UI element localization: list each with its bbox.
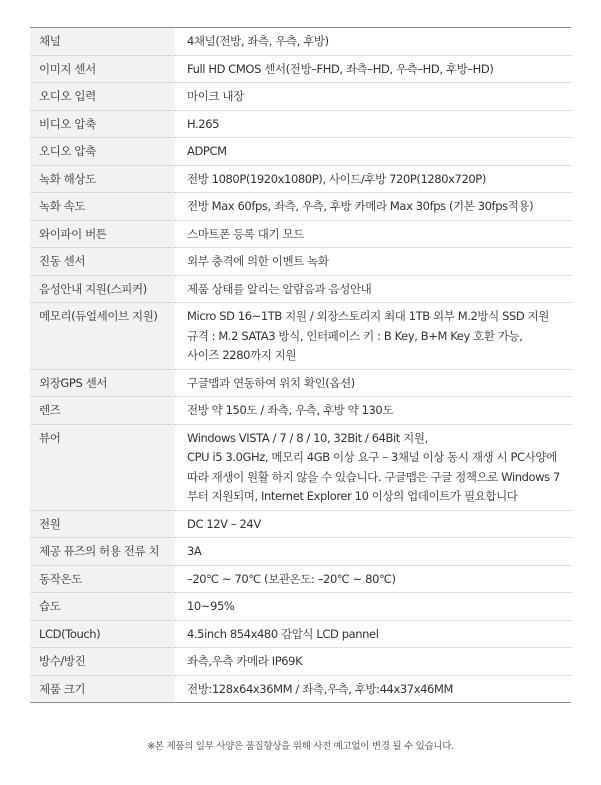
spec-value-line: 따라 재생이 원활 하지 않을 수 있습니다. 구글맵은 구글 정책으로 Windows 7 [187,469,560,484]
spec-value [175,83,571,111]
spec-value-line: 마이크 내장 [187,89,244,103]
spec-value [175,275,571,303]
spec-row [30,193,571,221]
spec-label: 오디오 압축 [30,138,175,166]
spec-value [175,28,571,56]
spec-value [175,510,571,538]
spec-table-body [30,28,571,703]
spec-value-line: Windows VISTA / 7 / 8 / 10, 32Bit / 64Bit 지원, [187,430,428,445]
spec-value-line: Full HD CMOS 센서(전방–FHD, 좌측–HD, 우측–HD, 후방–HD) [187,61,494,76]
spec-label: 전원 [30,510,175,538]
spec-value [175,138,571,166]
spec-value-line: 전방:128x64x36MM / 좌측,우측, 후방:44x37x46MM [187,681,454,696]
spec-label: 렌즈 [30,397,175,425]
spec-row [30,510,571,538]
spec-row [30,220,571,248]
spec-row [30,83,571,111]
spec-value [175,538,571,566]
spec-value [175,220,571,248]
spec-value-line: 사이즈 2280까지 지원 [187,348,297,362]
spec-value [175,675,571,703]
spec-value [175,593,571,621]
spec-label: 비디오 압축 [30,110,175,138]
spec-value [175,620,571,648]
spec-value-line: 10~95% [187,599,235,613]
spec-label: 방수/방진 [30,648,175,676]
spec-row [30,248,571,276]
spec-row [30,620,571,648]
spec-value-line: ADPCM [187,144,227,158]
spec-value-line: 4채널(전방, 좌측, 우측, 후방) [187,34,329,48]
spec-value [175,110,571,138]
spec-label: 채널 [30,28,175,56]
spec-value [175,648,571,676]
spec-row [30,28,571,56]
spec-label: 제품 크기 [30,675,175,703]
spec-value [175,397,571,425]
spec-value [175,248,571,276]
spec-value [175,369,571,397]
spec-label: 와이파이 버튼 [30,220,175,248]
spec-label: 뷰어 [30,424,175,510]
spec-value-line: 전방 Max 60fps, 좌측, 우측, 후방 카메라 Max 30fps (기본 30fps적용) [187,199,534,213]
spec-label: 음성안내 지원(스피커) [30,275,175,303]
spec-row [30,648,571,676]
spec-value [175,565,571,593]
spec-row [30,138,571,166]
spec-row [30,675,571,703]
spec-label: 제공 퓨즈의 허용 전류 치 [30,538,175,566]
spec-value-line: CPU i5 3.0GHz, 메모리 4GB 이상 요구 – 3채널 이상 동시 재생 시 PC사양에 [187,450,557,464]
spec-value [175,165,571,193]
spec-value-line: DC 12V – 24V [187,516,261,531]
spec-row [30,165,571,193]
spec-value-line: 부터 지원되며, Internet Explorer 10 이상의 업데이트가 필요합니다 [187,489,518,503]
spec-value-line: 전방 약 150도 / 좌측, 우측, 후방 약 130도 [187,403,394,417]
spec-row [30,275,571,303]
spec-row [30,369,571,397]
spec-value-line: 규격 : M.2 SATA3 방식, 인터페이스 키 : B Key, B+M Key 호환 가능, [187,328,523,343]
spec-row [30,303,571,370]
spec-label: 진동 센서 [30,248,175,276]
spec-row [30,110,571,138]
spec-value-line: 3A [187,544,202,558]
spec-value-line: –20℃ ~ 70℃ (보관온도: –20℃ ~ 80℃) [187,571,396,586]
spec-label: 녹화 해상도 [30,165,175,193]
spec-footnote: ※본 제품의 일부 사양은 품질향상을 위해 사전 예고없이 변경 될 수 있습니다. [147,741,454,752]
spec-label: LCD(Touch) [30,620,175,648]
spec-value-line: 제품 상태를 알리는 알람음과 음성안내 [187,281,372,296]
spec-value [175,193,571,221]
spec-label: 습도 [30,593,175,621]
spec-row [30,397,571,425]
spec-label: 외장GPS 센서 [30,369,175,397]
spec-table [30,27,571,703]
spec-value-line: 외부 충격에 의한 이벤트 녹화 [187,254,329,268]
spec-label: 이미지 센서 [30,55,175,83]
spec-value-line: 구글맵과 연동하여 위치 확인(옵션) [187,375,355,390]
spec-value-line: 4.5inch 854x480 감압식 LCD pannel [187,626,379,641]
spec-value-line: 전방 1080P(1920x1080P), 사이드/후방 720P(1280x720P) [187,171,486,186]
spec-row [30,55,571,83]
spec-value-line: Micro SD 16~1TB 지원 / 외장스토리지 최대 1TB 외부 M.2방식 SSD 지원 [187,309,550,323]
spec-value-line: 좌측,우측 카메라 IP69K [187,654,303,668]
spec-value [175,303,571,370]
spec-value [175,424,571,510]
spec-row [30,424,571,510]
spec-label: 오디오 입력 [30,83,175,111]
spec-row [30,565,571,593]
spec-label: 녹화 속도 [30,193,175,221]
spec-value [175,55,571,83]
spec-label: 동작온도 [30,565,175,593]
spec-row [30,593,571,621]
spec-row [30,538,571,566]
spec-label: 메모리(듀얼세이브 지원) [30,303,175,370]
spec-value-line: H.265 [187,116,220,131]
spec-value-line: 스마트폰 등록 대기 모드 [187,226,304,241]
